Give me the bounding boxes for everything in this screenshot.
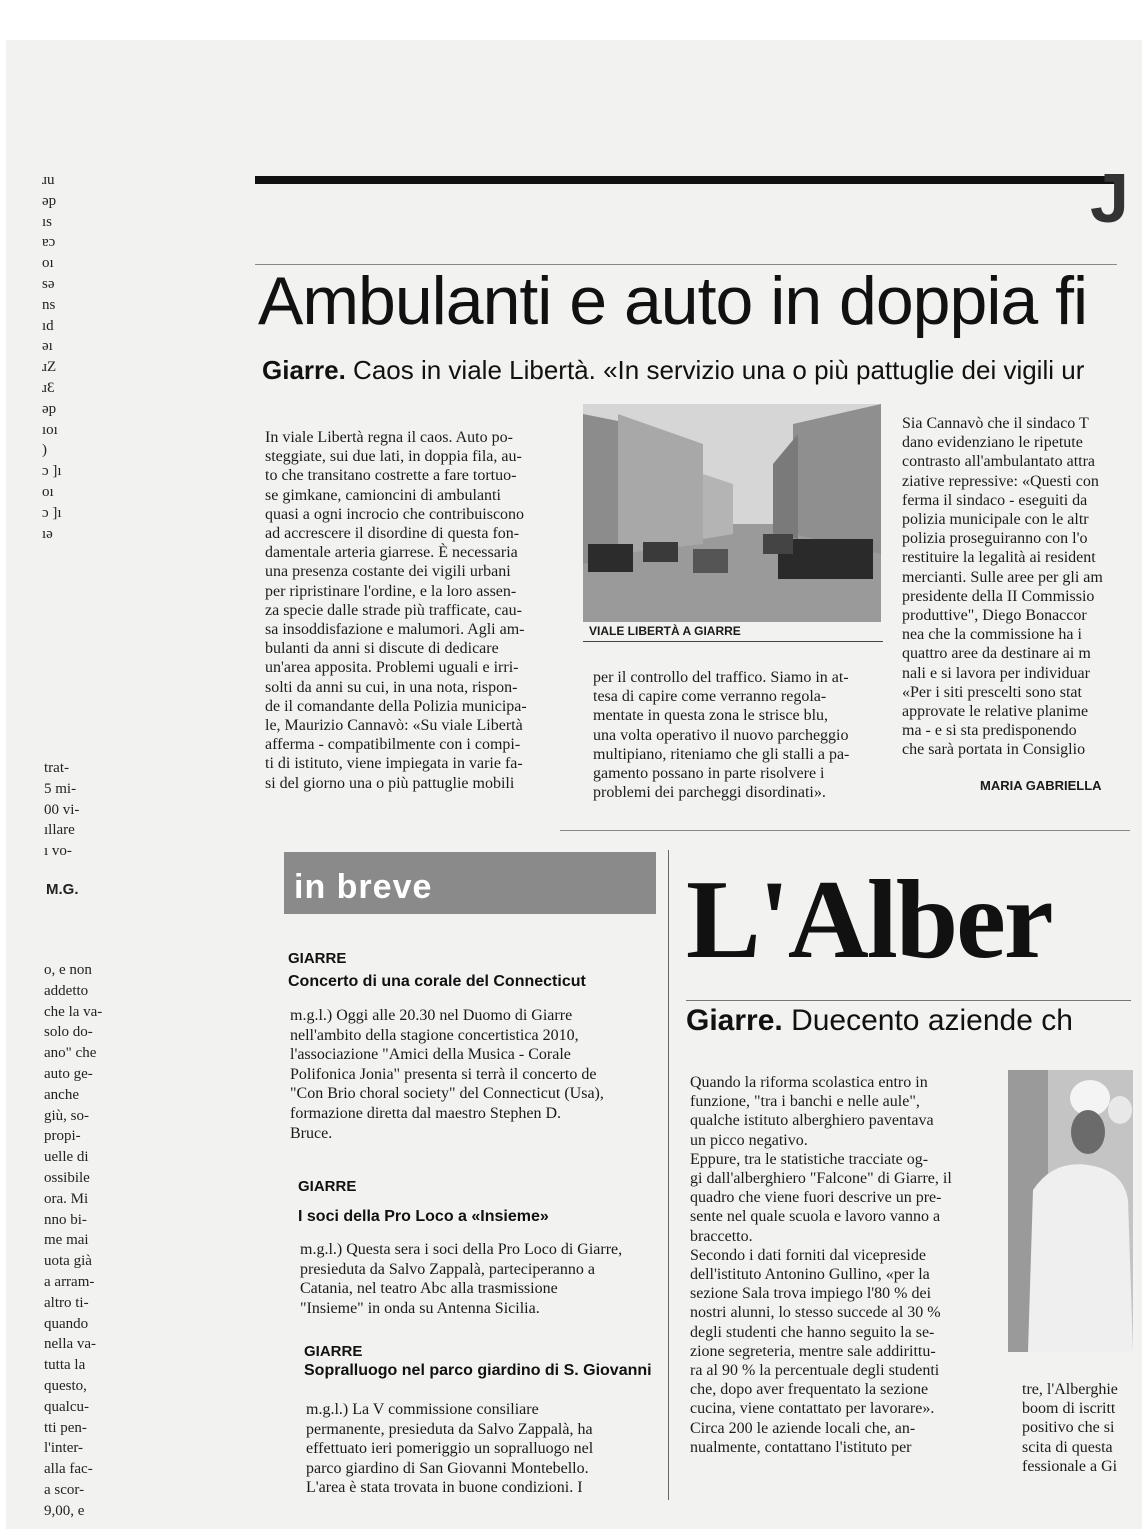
top-right-letter: J bbox=[1090, 159, 1129, 237]
text-line: ıllare bbox=[44, 822, 75, 839]
text-line: giù, so- bbox=[44, 1107, 89, 1124]
brief-place-2: GIARRE bbox=[298, 1178, 357, 1195]
text-line: Quando la riforma scolastica entro in bbox=[690, 1074, 928, 1091]
text-line: tre, l'Alberghie bbox=[1022, 1381, 1118, 1398]
text-line: ti di istituto, viene impiegata in varie fa- bbox=[265, 755, 523, 773]
text-line: quasi a ogni incrocio che contribuiscono bbox=[265, 505, 525, 523]
text-line: multipiano, riteniamo che gli stalli a pa- bbox=[593, 745, 850, 763]
text-line: parco giardino di San Giovanni Montebello. bbox=[306, 1459, 589, 1477]
text-line: che, dopo aver frequentato la sezione bbox=[690, 1381, 929, 1399]
left-fragment-top bbox=[42, 170, 78, 544]
text-line: Catania, nel teatro Abc alla trasmissione bbox=[300, 1280, 558, 1298]
article2-column-2 bbox=[1022, 1380, 1132, 1476]
text-line: gamento possano in parte risolvere i bbox=[593, 765, 825, 783]
text-line: uota già bbox=[44, 1253, 92, 1270]
text-line: una presenza costante dei vigili urbani bbox=[265, 563, 511, 581]
text-line: ferma il sindaco - eseguiti da bbox=[902, 491, 1088, 509]
text-line: "Insieme" in onda su Antenna Sicilia. bbox=[300, 1299, 540, 1317]
text-line: quadro che viene fuori descrive un pre- bbox=[690, 1189, 942, 1207]
text-line: steggiate, sui due lati, in doppia fila, au- bbox=[265, 448, 522, 466]
text-line: cucina, viene contattato per lavorare». bbox=[690, 1400, 935, 1418]
text-line: uelle di bbox=[44, 1149, 89, 1166]
article-column-3 bbox=[902, 414, 1127, 760]
text-line: m.g.l.) Questa sera i soci della Pro Loco di Giarre, bbox=[300, 1241, 623, 1258]
text-line: boom di iscritt bbox=[1022, 1400, 1116, 1418]
in-breve-title: in breve bbox=[294, 868, 433, 906]
subhead2-text: Duecento aziende ch bbox=[782, 1004, 1073, 1037]
text-line: polizia municipale con le altr bbox=[902, 511, 1089, 529]
text-line: tti pen- bbox=[44, 1419, 87, 1436]
text-line: che la va- bbox=[44, 1003, 103, 1020]
text-line: le, Maurizio Cannavò: «Su viale Libertà bbox=[265, 717, 523, 735]
text-line: dell'istituto Antonino Gullino, «per la bbox=[690, 1266, 930, 1284]
brief-body-1 bbox=[290, 1006, 660, 1143]
text-line: nostri alunni, lo stesso succede al 30 % bbox=[690, 1304, 941, 1322]
text-line: ano" che bbox=[44, 1045, 97, 1062]
text-line: oı bbox=[42, 483, 54, 500]
text-line: nea che la commissione ha i bbox=[902, 626, 1082, 644]
top-rule bbox=[255, 176, 1117, 184]
text-line: ad accrescere il disordine di questa fon- bbox=[265, 525, 520, 543]
text-line: sezione Sala trova impiego l'80 % dei bbox=[690, 1285, 932, 1303]
text-line: mercianti. Sulle aree per gli am bbox=[902, 568, 1103, 586]
left-fragment-middle bbox=[44, 758, 100, 862]
text-line: ǝp bbox=[42, 400, 57, 417]
brief-body-2 bbox=[300, 1240, 670, 1318]
byline: MARIA GABRIELLA bbox=[980, 778, 1102, 793]
text-line: Polifonica Jonia" presenta si terrà il concerto de bbox=[290, 1065, 597, 1083]
text-line: Circa 200 le aziende locali che, an- bbox=[690, 1419, 916, 1437]
article2-column-1 bbox=[690, 1073, 995, 1457]
text-line: Secondo i dati forniti dal vicepreside bbox=[690, 1246, 926, 1264]
text-line: ǝı bbox=[42, 338, 53, 355]
text-line: approvate le relative planime bbox=[902, 703, 1089, 721]
text-line: permanente, presieduta da Salvo Zappalà, ha bbox=[306, 1420, 593, 1438]
article-column-2 bbox=[593, 668, 893, 802]
text-line: degli studenti che hanno seguito la se- bbox=[690, 1323, 935, 1341]
text-line: a scor- bbox=[44, 1481, 85, 1498]
text-line: a arram- bbox=[44, 1273, 95, 1290]
subhead2-place: Giarre. bbox=[686, 1004, 783, 1037]
text-line: oı bbox=[42, 255, 54, 272]
text-line: ɔ ]ı bbox=[42, 463, 62, 480]
text-line: sǝ bbox=[42, 275, 55, 292]
text-line: sa insoddisfazione e malumori. Agli am- bbox=[265, 621, 525, 639]
article2-subhead-rule bbox=[686, 1000, 1131, 1001]
article-headline: Ambulanti e auto in doppia fi bbox=[258, 263, 1088, 339]
text-line: qualche istituto alberghiero paventava bbox=[690, 1112, 934, 1130]
text-line: Eppure, tra le statistiche tracciate og- bbox=[690, 1150, 929, 1168]
text-line: L'area è stata trovata in buone condizioni. I bbox=[306, 1479, 583, 1497]
text-line: ɹu bbox=[42, 172, 55, 188]
text-line: questo, bbox=[44, 1377, 87, 1394]
text-line: quattro aree da destinare ai m bbox=[902, 645, 1091, 663]
brief-place-1: GIARRE bbox=[288, 950, 347, 967]
text-line: per il controllo del traffico. Siamo in at- bbox=[593, 669, 849, 686]
text-line: ) bbox=[42, 442, 47, 459]
text-line: problemi dei parcheggi disordinati». bbox=[593, 784, 826, 802]
article-column-1 bbox=[265, 428, 585, 793]
text-line: restituire la legalità ai resident bbox=[902, 549, 1096, 567]
text-line: formazione diretta dal maestro Stephen D. bbox=[290, 1104, 562, 1122]
text-line: de il comandante della Polizia municipa- bbox=[265, 697, 527, 715]
text-line: Bruce. bbox=[290, 1124, 333, 1142]
street-photo bbox=[583, 404, 881, 622]
text-line: mentate in questa zona le strisce blu, bbox=[593, 707, 829, 725]
brief-title-1: Concerto di una corale del Connecticut bbox=[288, 973, 586, 990]
text-line: to che transitano costrette a fare tortuo- bbox=[265, 467, 517, 485]
photo-caption: VIALE LIBERTÀ A GIARRE bbox=[589, 624, 741, 638]
caption-rule bbox=[583, 641, 883, 642]
text-line: afferma - compatibilmente con i compi- bbox=[265, 736, 521, 754]
text-line: ra al 90 % la percentuale degli studenti bbox=[690, 1362, 940, 1380]
text-line: auto ge- bbox=[44, 1065, 93, 1082]
brief-body-3 bbox=[306, 1400, 676, 1498]
text-line: tutta la bbox=[44, 1357, 86, 1374]
text-line: ora. Mi bbox=[44, 1190, 89, 1207]
left-fragment-bottom bbox=[44, 960, 134, 1522]
text-line: «Per i siti prescelti sono stat bbox=[902, 683, 1082, 701]
text-line: ǝp bbox=[42, 192, 57, 209]
text-line: ɹZ bbox=[42, 359, 57, 376]
text-line: nualmente, contattano l'istituto per bbox=[690, 1438, 912, 1456]
text-line: alla fac- bbox=[44, 1461, 93, 1478]
text-line: che sarà portata in Consiglio bbox=[902, 741, 1086, 759]
text-line: per ripristinare l'ordine, e la loro assen- bbox=[265, 582, 517, 600]
text-line: ıd bbox=[42, 317, 54, 334]
text-line: solti da anni su cui, in una nota, rispon- bbox=[265, 678, 518, 696]
text-line: m.g.l.) Oggi alle 20.30 nel Duomo di Giarre bbox=[290, 1007, 573, 1024]
text-line: produttive", Diego Bonaccor bbox=[902, 607, 1087, 625]
text-line: quando bbox=[44, 1315, 89, 1332]
text-line: ıs bbox=[42, 213, 53, 230]
text-line: contrasto all'ambulantato attra bbox=[902, 453, 1096, 471]
text-line: solo do- bbox=[44, 1024, 93, 1041]
chef-photo bbox=[1008, 1070, 1133, 1352]
text-line: damentale arteria giarrese. È necessaria bbox=[265, 544, 518, 562]
text-line: dano evidenziano le ripetute bbox=[902, 434, 1083, 452]
text-line: 9,00, e bbox=[44, 1502, 85, 1519]
text-line: ıǝ bbox=[42, 525, 53, 542]
text-line: ns bbox=[42, 296, 56, 313]
text-line: ma - e si sta predisponendo bbox=[902, 722, 1077, 740]
text-line: sente nel quale scuola e lavoro vanno a bbox=[690, 1208, 941, 1226]
article-subhead bbox=[262, 355, 1122, 386]
text-line: nali e si lavora per individuar bbox=[902, 664, 1090, 682]
article2-headline: L'Alber bbox=[686, 858, 1052, 982]
text-line: 5 mi- bbox=[44, 780, 77, 797]
text-line: nno bi- bbox=[44, 1211, 87, 1228]
left-fragment-initials: M.G. bbox=[46, 881, 79, 898]
text-line: m.g.l.) La V commissione consiliare bbox=[306, 1401, 539, 1418]
text-line: nella va- bbox=[44, 1336, 97, 1353]
text-line: ı vo- bbox=[44, 843, 72, 860]
text-line: altro ti- bbox=[44, 1294, 89, 1311]
text-line: l'inter- bbox=[44, 1440, 84, 1457]
text-line: ıoı bbox=[42, 421, 58, 438]
text-line: 00 vi- bbox=[44, 801, 80, 818]
text-line: fessionale a Gi bbox=[1022, 1457, 1118, 1475]
text-line: un picco negativo. bbox=[690, 1131, 808, 1149]
text-line: si del giorno una o più pattuglie mobili bbox=[265, 774, 515, 792]
text-line: ɔ ]ı bbox=[42, 504, 62, 521]
text-line: qualcu- bbox=[44, 1398, 89, 1415]
text-line: In viale Libertà regna il caos. Auto po- bbox=[265, 429, 513, 446]
text-line: un'area apposita. Problemi uguali e irri- bbox=[265, 659, 519, 677]
text-line: anche bbox=[44, 1086, 79, 1103]
section-rule bbox=[560, 830, 1130, 831]
text-line: trat- bbox=[44, 760, 69, 776]
text-line: scita di questa bbox=[1022, 1438, 1113, 1456]
text-line: me mai bbox=[44, 1232, 89, 1249]
brief-place-3: GIARRE bbox=[304, 1343, 363, 1360]
text-line: ɐɔ bbox=[42, 234, 56, 251]
text-line: tesa di capire come verranno regola- bbox=[593, 688, 827, 706]
text-line: braccetto. bbox=[690, 1227, 753, 1245]
subhead-place: Giarre. bbox=[262, 355, 346, 385]
subhead-text: Caos in viale Libertà. «In servizio una o più pattuglie dei vigili ur bbox=[345, 355, 1085, 385]
text-line: nell'ambito della stagione concertistica 2010, bbox=[290, 1026, 579, 1044]
text-line: se gimkane, camioncini di ambulanti bbox=[265, 486, 501, 504]
brief-title-2: I soci della Pro Loco a «Insieme» bbox=[298, 1208, 549, 1225]
text-line: l'associazione "Amici della Musica - Corale bbox=[290, 1046, 571, 1064]
text-line: Sia Cannavò che il sindaco T bbox=[902, 415, 1089, 432]
text-line: presieduta da Salvo Zappalà, parteciperanno a bbox=[300, 1260, 595, 1278]
text-line: zione segreteria, mentre sale addirittu- bbox=[690, 1342, 936, 1360]
text-line: positivo che si bbox=[1022, 1419, 1115, 1437]
text-line: bulanti da anni si discute di dedicare bbox=[265, 640, 499, 658]
text-line: ɹƐ bbox=[42, 379, 55, 396]
text-line: funzione, "tra i banchi e nelle aule", bbox=[690, 1093, 920, 1111]
article2-subhead bbox=[686, 1004, 1131, 1038]
text-line: ossibile bbox=[44, 1169, 90, 1186]
text-line: una volta operativo il nuovo parcheggio bbox=[593, 726, 849, 744]
text-line: presidente della II Commissio bbox=[902, 587, 1095, 605]
text-line: propi- bbox=[44, 1128, 81, 1145]
text-line: o, e non bbox=[44, 962, 92, 978]
text-line: ziative repressive: «Questi con bbox=[902, 472, 1099, 490]
text-line: za specie dalle strade più trafficate, cau- bbox=[265, 601, 522, 619]
text-line: effettuato ieri pomeriggio un sopralluogo nel bbox=[306, 1440, 594, 1458]
text-line: gi dall'alberghiero "Falcone" di Giarre, il bbox=[690, 1170, 952, 1188]
text-line: "Con Brio choral society" del Connecticut (Usa), bbox=[290, 1085, 604, 1103]
brief-title-3: Sopralluogo nel parco giardino di S. Giovanni bbox=[304, 1362, 652, 1379]
text-line: addetto bbox=[44, 982, 89, 999]
text-line: polizia proseguiranno con l'o bbox=[902, 530, 1088, 548]
